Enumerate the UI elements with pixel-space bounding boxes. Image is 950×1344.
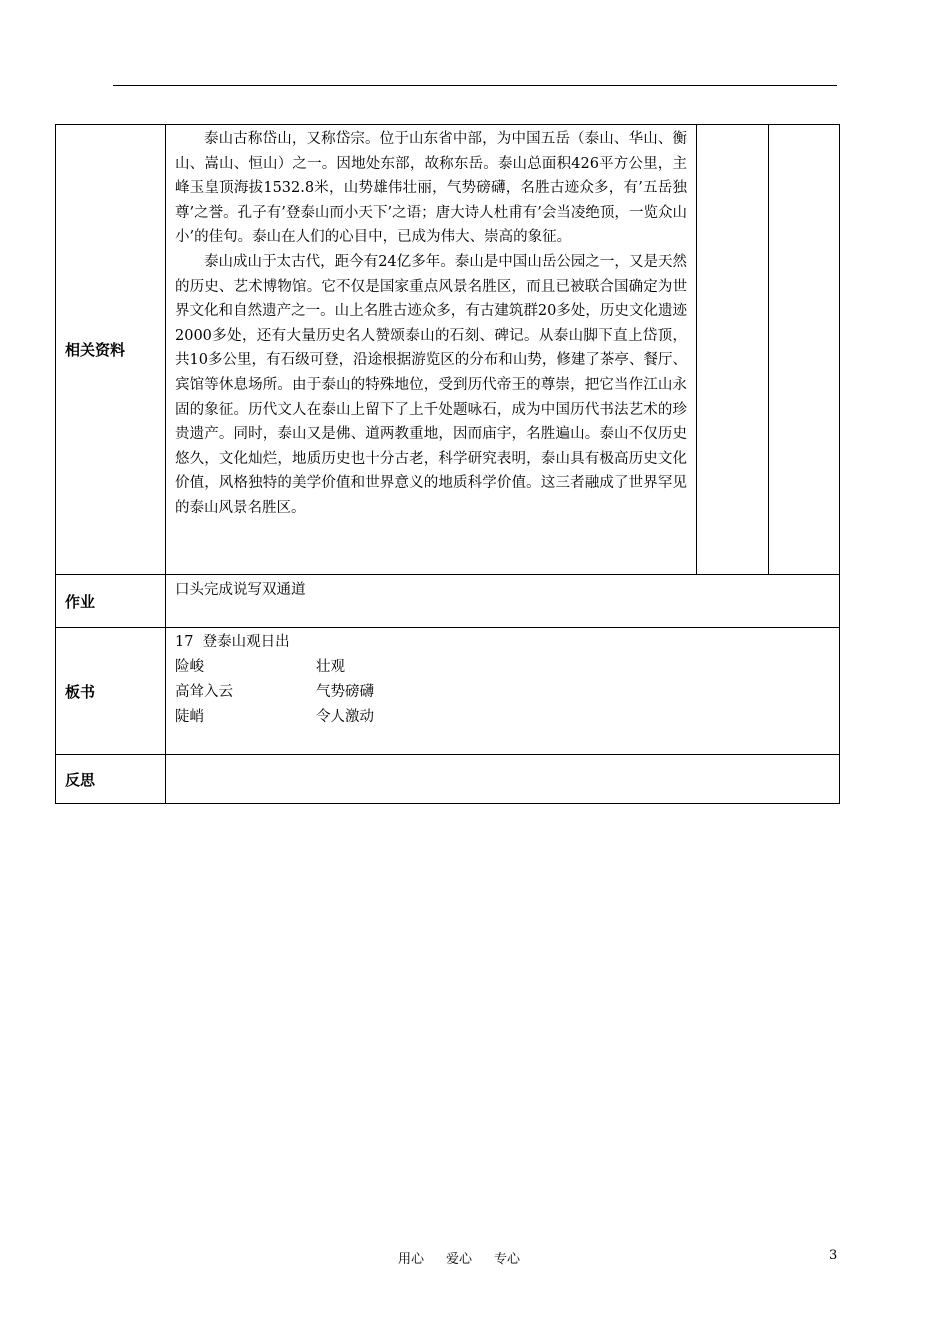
board-row bbox=[175, 680, 830, 705]
board-term-left: 陡峭 bbox=[175, 709, 204, 725]
board-term-left: 高耸入云 bbox=[175, 684, 233, 700]
board-term-left: 险峻 bbox=[175, 659, 204, 675]
row-label-homework: 作业 bbox=[56, 575, 166, 628]
motto-word: 用心 bbox=[398, 1252, 425, 1267]
header-rule bbox=[113, 85, 837, 86]
homework-content: 口头完成说写双通道 bbox=[166, 575, 840, 628]
board-title: 17 登泰山观日出 bbox=[175, 634, 290, 650]
footer-motto bbox=[398, 1248, 542, 1267]
materials-paragraph-2: 泰山成山于太古代，距今有24亿多年。泰山是中国山岳公园之一，又是天然的历史、艺术博物馆。它不仅是国家重点风景名胜区，而且已被联合国确定为世界文化和自然遗产之一。山上名胜古迹众多，有古建筑群20多处，历史文化遗迹2000多处，还有大量历史名人赞颂泰山的石刻、碑记。从泰山脚下直上岱顶，共10多公里，有石级可登，沿途根据游览区的分布和山势，修建了茶亭、餐厅、宾馆等休息场所。由于泰山的特殊地位，受到历代帝王的尊崇，把它当作江山永固的象征。历代文人在泰山上留下了上千处题咏石，成为中国历代书法艺术的珍贵遗产。同时，泰山又是佛、道两教重地，因而庙宇，名胜遍山。泰山不仅历史悠久，文化灿烂，地质历史也十分古老，科学研究表明，泰山具有极高历史文化价值，风格独特的美学价值和世界意义的地质科学价值。这三者融成了世界罕见的泰山风景名胜区。 bbox=[175, 253, 687, 516]
empty-cell-1 bbox=[697, 125, 769, 575]
motto-word: 专心 bbox=[494, 1252, 521, 1267]
board-term-right: 令人激动 bbox=[316, 709, 374, 725]
page-number: 3 bbox=[829, 1248, 838, 1263]
table-row-materials bbox=[56, 125, 840, 575]
board-term-right: 气势磅礴 bbox=[316, 684, 374, 700]
row-label-materials: 相关资料 bbox=[56, 125, 166, 575]
reflection-content bbox=[166, 755, 840, 804]
lesson-plan-table bbox=[55, 124, 840, 804]
materials-content bbox=[166, 125, 697, 575]
materials-paragraph-1: 泰山古称岱山，又称岱宗。位于山东省中部，为中国五岳（泰山、华山、衡山、嵩山、恒山）之一。因地处东部，故称东岳。泰山总面积426平方公里，主峰玉皇顶海拔1532.8米，山势雄伟壮丽，气势磅礴，名胜古迹众多，有’五岳独尊’之誉。孔子有’登泰山而小天下’之语；唐大诗人杜甫有’会当凌绝顶，一览众山小’的佳句。泰山在人们的心目中，已成为伟大、崇高的象征。 bbox=[175, 131, 687, 246]
table-row-reflection bbox=[56, 755, 840, 804]
table-row-board bbox=[56, 628, 840, 755]
board-content bbox=[166, 628, 840, 755]
row-label-board: 板书 bbox=[56, 628, 166, 755]
motto-word: 爱心 bbox=[446, 1252, 473, 1267]
row-label-reflection: 反思 bbox=[56, 755, 166, 804]
empty-cell-2 bbox=[769, 125, 840, 575]
board-row bbox=[175, 655, 830, 680]
table-row-homework bbox=[56, 575, 840, 628]
board-row bbox=[175, 705, 830, 730]
board-term-right: 壮观 bbox=[316, 659, 345, 675]
